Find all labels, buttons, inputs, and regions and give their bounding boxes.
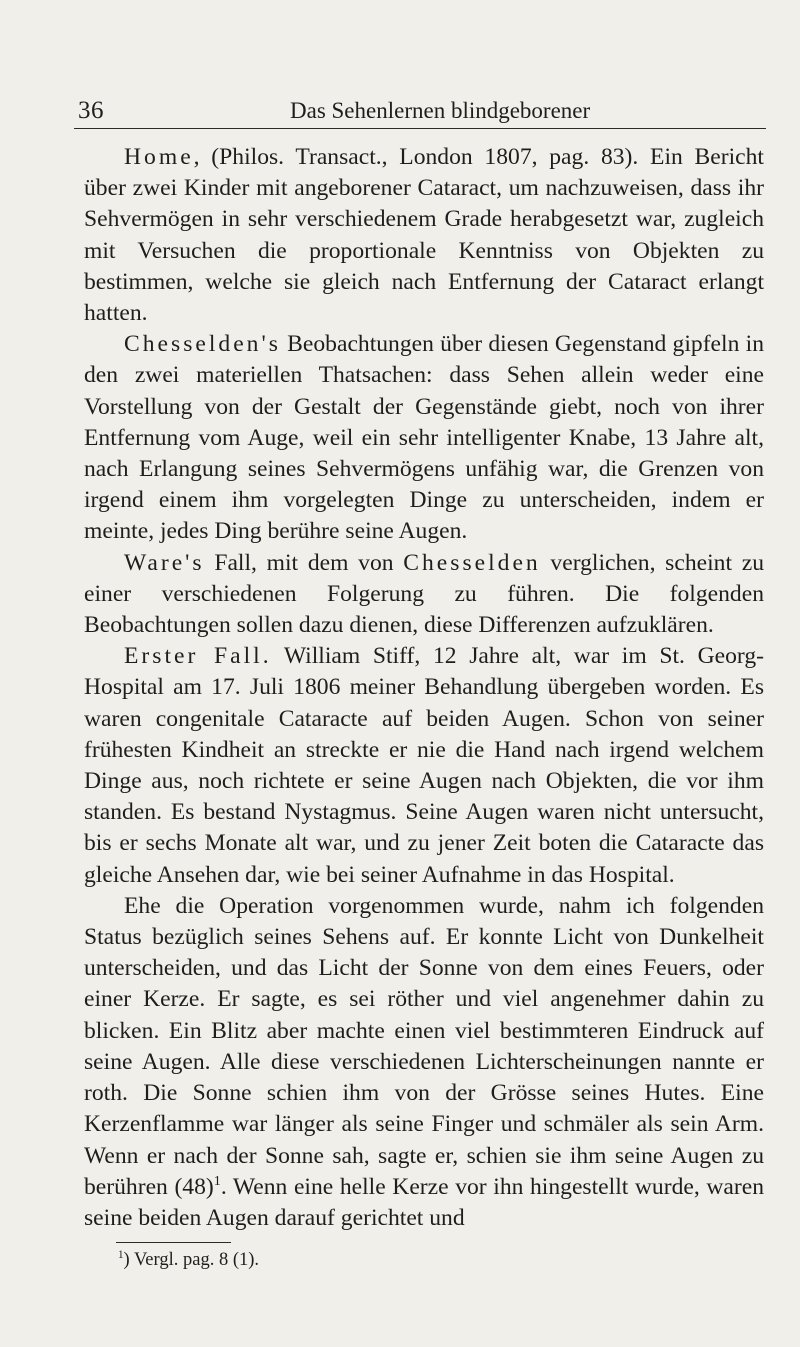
- paragraph: [84, 142, 764, 329]
- header-rule: [74, 128, 766, 129]
- author-name: Ware's: [124, 549, 205, 576]
- case-heading: Erster Fall.: [124, 643, 272, 670]
- paragraph-text: Ehe die Operation vorgenommen wurde, nahm ich folgenden Status bezüglich seines Sehens auf. Er konnte Licht von Dunkelheit unterscheiden, und das Licht der Sonne von dem eines Feuers, oder einer Kerze. Er sagte, es sei röther und viel angenehmer dahin zu blicken. Ein Blitz aber machte einen viel bestimmteren Eindruck auf seine Augen. Alle diese verschiedenen Lichterscheinungen nannte er roth. Die Sonne schien ihm von der Grösse seines Hutes. Eine Kerzenflamme war länger als seine Finger und schmäler als sein Arm. Wenn er nach der Sonne sah, sagte er, schien sie ihm seine Augen zu berühren (48): [84, 892, 764, 1200]
- footnote-rule: [116, 1242, 231, 1243]
- paragraph-text: verglichen, scheint zu einer verschiedenen Folgerung zu führen. Die folgenden Beobachtungen sollen dazu dienen, diese Differenzen aufzuklären.: [84, 549, 764, 639]
- author-name: Chesselden: [403, 549, 541, 576]
- paragraph: [84, 548, 764, 642]
- paragraph: [84, 329, 764, 547]
- author-name: Chesselden's: [124, 331, 281, 358]
- footnote-reference[interactable]: 1: [213, 1172, 221, 1189]
- paragraph-text: , (Philos. Transact., London 1807, pag. 83). Ein Bericht über zwei Kinder mit angeborener Cataract, um nachzuweisen, dass ihr Sehvermögen in sehr verschiedenem Grade herabgesetzt war, zugleich mit Versuchen die proportionale Kenntniss von Objekten zu bestimmen, welche sie gleich nach Entfernung der Cataract erlangt hatten.: [84, 144, 764, 327]
- footnote-text: ) Vergl. pag. 8 (1).: [123, 1250, 260, 1270]
- paragraph: [84, 891, 764, 1234]
- footnote: [118, 1248, 259, 1272]
- paragraph: [84, 641, 764, 891]
- author-name: Home: [124, 144, 194, 170]
- page-number: 36: [78, 97, 104, 124]
- paragraph-text: Fall, mit dem von: [204, 549, 404, 576]
- paragraph-text: . Wenn eine helle Kerze vor ihn hingestellt wurde, waren seine beiden Augen darauf gerichtet und: [84, 1173, 764, 1231]
- footnote-marker: 1: [118, 1248, 124, 1261]
- paragraph-text: Beobachtungen über diesen Gegenstand gipfeln in den zwei materiellen Thatsachen: dass Sehen allein weder eine Vorstellung von der Gestalt der Gegenstände giebt, noch von ihrer Entfernung vom Auge, weil ein sehr intelligenter Knabe, 13 Jahre alt, nach Erlangung seines Sehvermögens unfähig war, die Grenzen von irgend einem ihm vorgelegten Dinge zu unterscheiden, indem er meinte, jedes Ding berühre seine Augen.: [84, 331, 764, 545]
- body-text: [84, 142, 764, 1234]
- page-header: [78, 96, 766, 130]
- paragraph-text: William Stiff, 12 Jahre alt, war im St. Georg-Hospital am 17. Juli 1806 meiner Behandlung übergeben worden. Es waren congenitale Cataracte auf beiden Augen. Schon von seiner frühesten Kindheit an streckte er nie die Hand nach irgend welchem Dinge aus, noch richtete er seine Augen nach Objekten, die vor ihm standen. Es bestand Nystagmus. Seine Augen waren nicht untersucht, bis er sechs Monate alt war, und zu jener Zeit boten die Cataracte das gleiche Ansehen dar, wie bei seiner Aufnahme in das Hospital.: [84, 643, 764, 888]
- running-title: Das Sehenlernen blindgeborener: [290, 98, 591, 123]
